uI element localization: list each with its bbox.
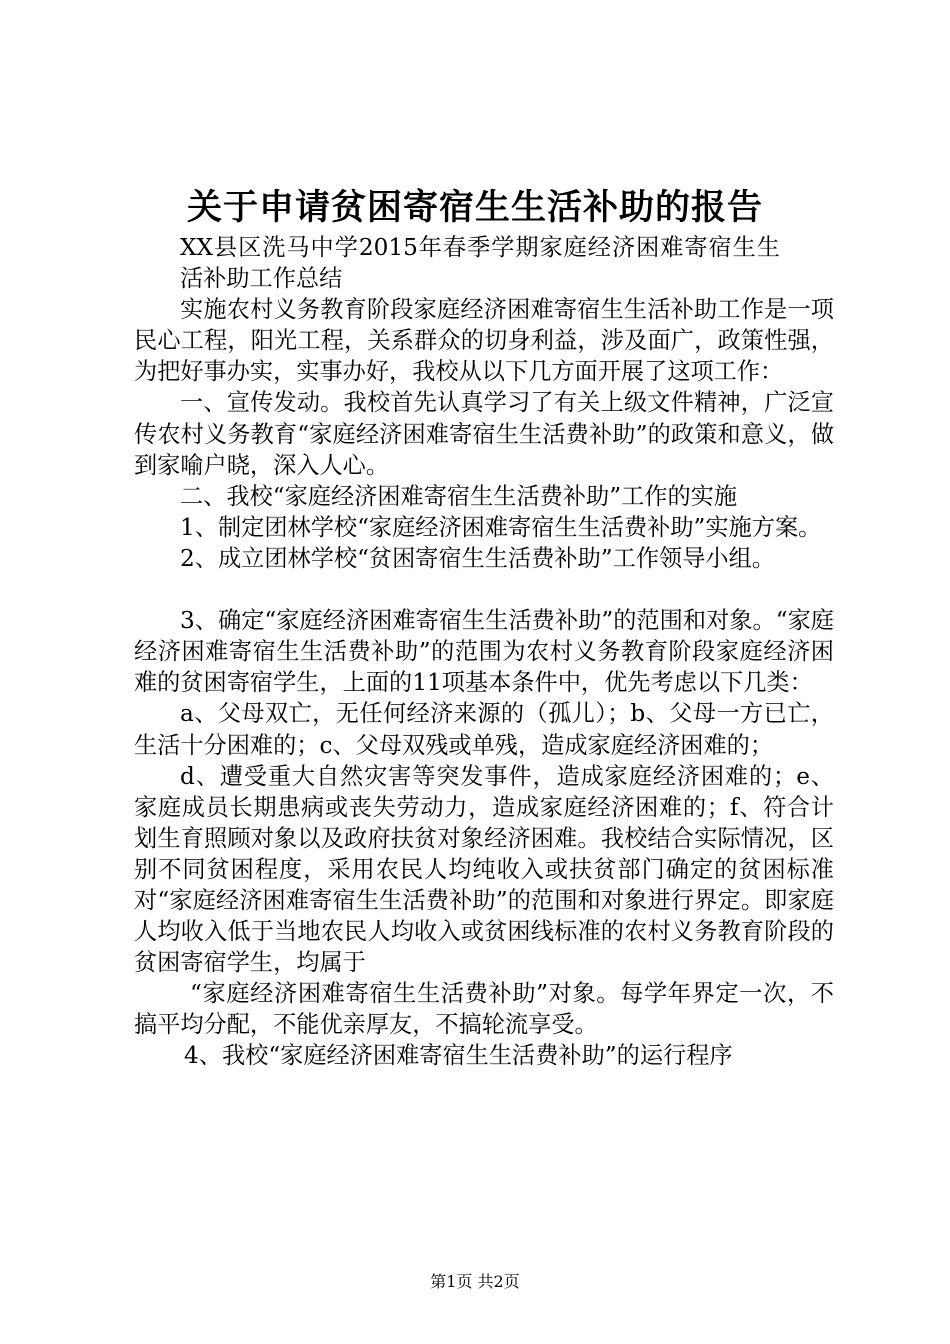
document-body <box>134 232 834 1072</box>
paragraph-item-3: 3、确定“家庭经济困难寄宿生生活费补助”的范围和对象。“家庭经济困难寄宿生生活费补助”的范围为农村义务教育阶段家庭经济困难的贫困寄宿学生，上面的11项基本条件中，优先考虑以下几类： <box>134 607 834 697</box>
paragraph-publicity: 一、宣传发动。我校首先认真学习了有关上级文件精神，广泛宣传农村义务教育“家庭经济困难寄宿生生活费补助”的政策和意义，做到家喻户晓，深入人心。 <box>134 389 834 479</box>
paragraph-subsidy-target: “家庭经济困难寄宿生生活费补助”对象。每学年界定一次，不搞平均分配，不能优亲厚友，不搞轮流享受。 <box>134 980 834 1039</box>
paragraph-intro: 实施农村义务教育阶段家庭经济困难寄宿生生活补助工作是一项民心工程，阳光工程，关系群众的切身利益，涉及面广，政策性强，为把好事办实，实事办好，我校从以下几方面开展了这项工作： <box>134 296 834 386</box>
paragraph-item-4: 4、我校“家庭经济困难寄宿生生活费补助”的运行程序 <box>184 1042 733 1070</box>
document-subtitle: XX县区洗马中学2015年春季学期家庭经济困难寄宿生生活补助工作总结 <box>180 234 780 293</box>
paragraph-item-2: 2、成立团林学校“贫困寄宿生生活费补助”工作领导小组。 <box>180 544 775 572</box>
page-footer: 第1页 共2页 <box>430 1272 520 1291</box>
paragraph-categories-abc: a、父母双亡，无任何经济来源的（孤儿）；b、父母一方已亡，生活十分困难的；c、父母双残或单残，造成家庭经济困难的； <box>134 700 834 759</box>
document-title: 关于申请贫困寄宿生生活补助的报告 <box>186 188 763 228</box>
blank-line <box>134 574 834 605</box>
paragraph-implementation-heading: 二、我校“家庭经济困难寄宿生生活费补助”工作的实施 <box>180 482 738 510</box>
paragraph-item-1: 1、制定团林学校“家庭经济困难寄宿生生活费补助”实施方案。 <box>180 513 822 541</box>
paragraph-categories-def: d、遭受重大自然灾害等突发事件，造成家庭经济困难的；e、家庭成员长期患病或丧失劳动力，造成家庭经济困难的；f、符合计划生育照顾对象以及政府扶贫对象经济困难。我校结合实际情况，区别不同贫困程度，采用农民人均纯收入或扶贫部门确定的贫困标准对“家庭经济困难寄宿生生活费补助”的范围和对象进行界定。即家庭人均收入低于当地农民人均收入或贫困线标准的农村义务教育阶段的贫困寄宿学生，均属于 <box>134 762 834 977</box>
